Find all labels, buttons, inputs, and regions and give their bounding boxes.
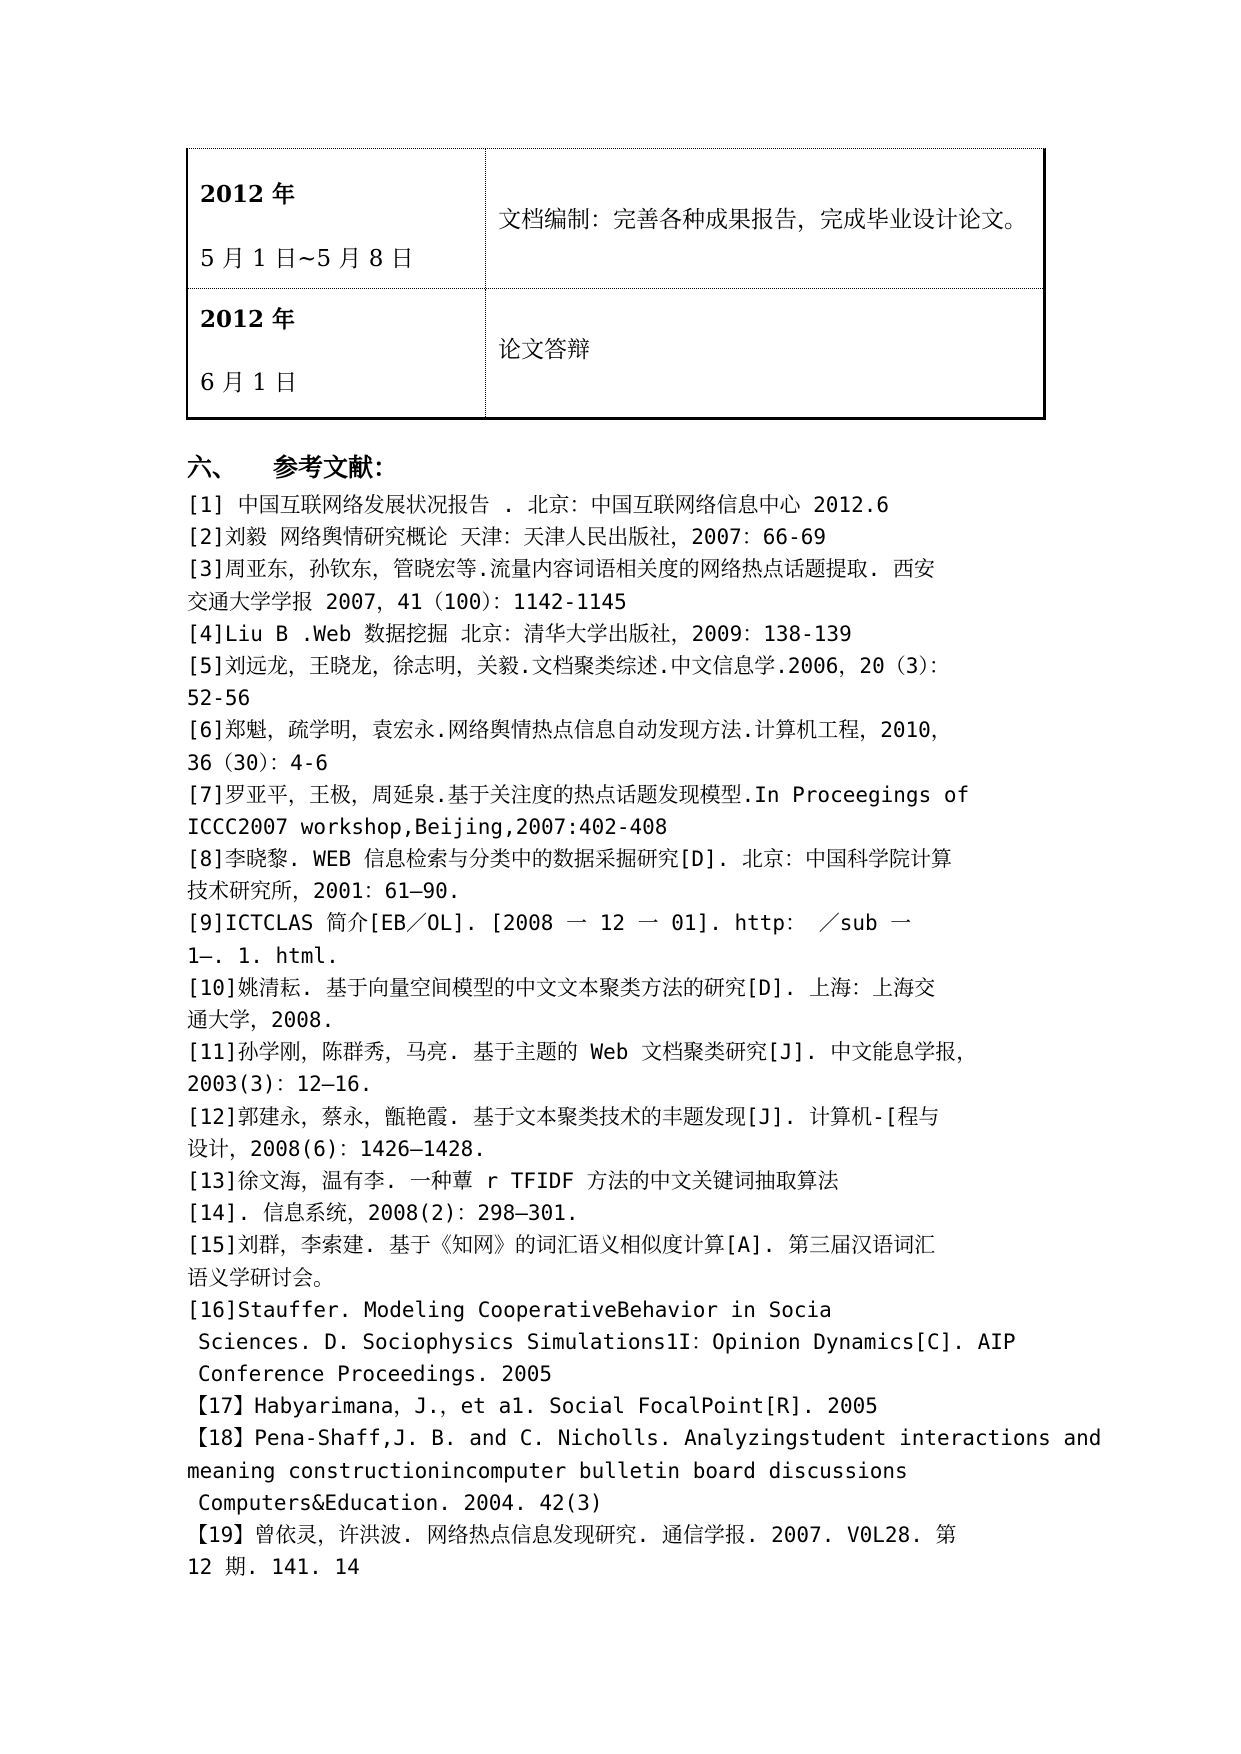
schedule-date-range: 5 月 1 日~5 月 8 日	[200, 246, 414, 272]
reference-line: [9]ICTCLAS 简介[EB／OL]. [2008 一 12 一 01]. http： ／sub 一	[187, 911, 912, 936]
reference-line: [10]姚清耘. 基于向量空间模型的中文文本聚类方法的研究[D]. 上海：上海交	[187, 975, 936, 1000]
reference-line: 【19】曾依灵，许洪波. 网络热点信息发现研究. 通信学报. 2007. V0L28. 第	[187, 1523, 957, 1547]
reference-line: 【18】Pena-Shaff,J. B. and C. Nicholls. Analyzingstudent interactions and	[187, 1426, 1102, 1451]
reference-line: Conference Proceedings. 2005	[198, 1362, 553, 1387]
reference-line: 36（30）：4-6	[187, 750, 329, 775]
reference-line: [8]李晓黎. WEB 信息检索与分类中的数据采掘研究[D]. 北京：中国科学院计算	[187, 847, 953, 872]
schedule-task: 论文答辩	[498, 337, 590, 363]
reference-line: [6]郑魁，疏学明，袁宏永.网络舆情热点信息自动发现方法.计算机工程，2010，	[187, 718, 952, 743]
schedule-task: 文档编制：完善各种成果报告，完成毕业设计论文。	[498, 207, 1027, 233]
reference-line: 52-56	[187, 686, 251, 711]
reference-line: [12]郭建永，蔡永，甑艳霞. 基于文本聚类技术的丰题发现[J]. 计算机-[程与	[187, 1104, 940, 1129]
reference-line: ICCC2007 workshop,Beijing,2007:402-408	[187, 814, 668, 839]
column-divider	[485, 289, 486, 419]
reference-line: 2003(3)：12—16.	[187, 1072, 373, 1097]
references-list	[187, 489, 1102, 1583]
section-number: 六、	[187, 453, 238, 482]
reference-line: [11]孙学刚，陈群秀，马亮. 基于主题的 Web 文档聚类研究[J]. 中文能息学报，	[187, 1040, 978, 1065]
reference-line: 【17】Habyarimana，J.，et a1. Social FocalPoint[R]. 2005	[187, 1394, 878, 1419]
reference-line: [2]刘毅 网络舆情研究概论 天津：天津人民出版社，2007：66-69	[187, 525, 827, 550]
schedule-date-range: 6 月 1 日	[200, 370, 298, 396]
references-heading	[187, 452, 398, 484]
schedule-year: 2012 年	[200, 306, 296, 333]
reference-line: [7]罗亚平，王极，周延泉.基于关注度的热点话题发现模型.In Proceegings of	[187, 782, 970, 807]
reference-line: [5]刘远龙，王晓龙，徐志明，关毅.文档聚类综述.中文信息学.2006，20（3）：	[187, 653, 950, 678]
reference-line: Sciences. D. Sociophysics Simulations1I：Opinion Dynamics[C]. AIP	[198, 1329, 1016, 1354]
section-title: 参考文献：	[273, 453, 399, 482]
schedule-table	[186, 148, 1046, 420]
reference-line: 1—. 1. html.	[187, 943, 339, 968]
reference-line: [4]Liu B .Web 数据挖掘 北京：清华大学出版社，2009：138-139	[187, 621, 852, 646]
schedule-row	[188, 149, 1043, 289]
column-divider	[485, 149, 486, 288]
reference-line: 技术研究所，2001：61—90.	[187, 879, 461, 904]
reference-line: 12 期. 141. 14	[187, 1555, 360, 1580]
reference-line: [13]徐文海，温有李. 一种蕈 r TFIDF 方法的中文关键词抽取算法	[187, 1168, 839, 1193]
reference-line: [1] 中国互联网络发展状况报告 . 北京：中国互联网络信息中心 2012.6	[187, 493, 890, 517]
reference-line: [15]刘群，李索建. 基于《知网》的词汇语义相似度计算[A]. 第三届汉语词汇	[187, 1233, 936, 1258]
reference-line: 交通大学学报 2007，41（100）：1142-1145	[187, 589, 627, 614]
reference-line: [14]. 信息系统，2008(2)：298—301.	[187, 1201, 579, 1226]
reference-line: [16]Stauffer. Modeling CooperativeBehavior in Socia	[187, 1297, 832, 1322]
schedule-year: 2012 年	[200, 181, 296, 208]
reference-line: 通大学，2008.	[187, 1008, 335, 1032]
schedule-row	[188, 289, 1043, 419]
reference-line: 设计，2008(6)：1426—1428.	[187, 1136, 486, 1161]
reference-line: meaning constructionincomputer bulletin board discussions	[187, 1458, 908, 1483]
reference-line: [3]周亚东，孙钦东，管晓宏等.流量内容词语相关度的网络热点话题提取. 西安	[187, 557, 935, 582]
reference-line: 语义学研讨会。	[187, 1265, 334, 1290]
reference-line: Computers&Education. 2004. 42(3)	[198, 1490, 603, 1515]
